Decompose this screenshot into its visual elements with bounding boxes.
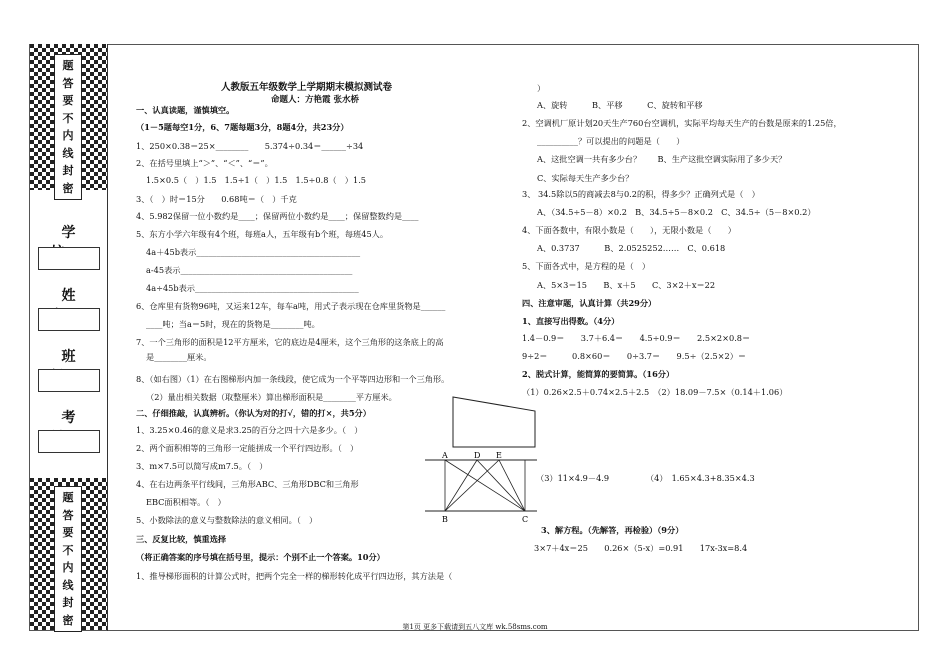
question-line: 3、（ ）时＝15分 0.68吨＝（ ）千克	[136, 194, 297, 204]
question-line: （2）量出相关数据（取整厘米）算出梯形面积是________平方厘米。	[146, 392, 397, 402]
name-field[interactable]	[38, 308, 100, 331]
seal-warning-char: 密	[62, 181, 74, 195]
class-label: 班	[61, 349, 98, 365]
page-footer: 第1页 更多下载请到五八文库 wk.58sms.com	[402, 623, 548, 631]
seal-warning-char: 答	[62, 76, 74, 90]
question-line: 1、250×0.38＝25×________ 5.374÷0.34＝______÷34	[136, 141, 364, 151]
section-heading: 2、脱式计算，能简算的要简算。（16分）	[522, 369, 675, 379]
seal-warning-char: 题	[62, 59, 74, 72]
point-c-label: C	[522, 515, 529, 524]
section-heading: 一、认真读题，谨慎填空。	[136, 105, 235, 115]
question-line: __________？可以提出的问题是（ ）	[537, 136, 685, 146]
binding-sidebar	[30, 44, 108, 631]
exam-number-label: 考	[61, 410, 98, 426]
seal-warning-char: 线	[62, 146, 74, 160]
question-line: 4、下面各数中，有限小数是（ ），无限小数是（ ）	[522, 225, 736, 235]
question-line: 1.5×0.5（ ）1.5 1.5÷1（ ）1.5 1.5÷0.8（ ）1.5	[146, 175, 367, 185]
question-line: ）	[537, 83, 546, 93]
question-line: C、实际每天生产多少台？	[537, 173, 634, 183]
section-heading: 四、注意审题，认真计算（共29分）	[522, 298, 657, 308]
question-line: 2、在括号里填上“＞”、“＜”、“＝”。	[136, 158, 273, 168]
section-heading: （将正确答案的序号填在括号里，提示：个别不止一个答案。10分）	[136, 552, 385, 562]
question-line: A、（34.5÷5－8）×0.2 B、34.5÷5－8×0.2 C、34.5÷（5－8×0.2）	[537, 207, 816, 217]
section-heading: （1－5题每空1分，6、7题每题3分，8题4分，共23分）	[136, 122, 349, 132]
seal-warning-char: 要	[62, 94, 74, 107]
seal-warning-char: 答	[62, 508, 74, 522]
seal-warning-char: 题	[62, 491, 74, 504]
question-line: 2、两个面积相等的三角形一定能拼成一个平行四边形。（ ）	[136, 443, 359, 453]
question-line: 1、3.25×0.46的意义是求3.25的百分之四十六是多少。（ ）	[136, 425, 363, 435]
exam-title: 人教版五年级数学上学期期末模拟测试卷	[221, 82, 393, 93]
question-line: 1.4－0.9＝ 3.7＋6.4＝ 4.5÷0.9＝ 2.5×2×0.8＝	[522, 333, 751, 343]
question-line: a-45表示__________________________________________	[146, 265, 353, 275]
question-line: 5、东方小学六年级有4个班，每班a人，五年级有b个班，每班45人。	[136, 229, 389, 239]
seal-warning-bottom	[54, 486, 82, 632]
exam-number-field[interactable]	[38, 430, 100, 453]
school-label: 学	[61, 225, 98, 241]
question-line: A、0.3737 B、2.0525252…… C、0.618	[537, 243, 726, 253]
seal-warning-char: 内	[62, 561, 74, 574]
seal-warning-char: 封	[62, 596, 74, 609]
class-field[interactable]	[38, 369, 100, 392]
name-label: 姓	[61, 288, 98, 304]
seal-warning-top	[54, 54, 82, 200]
question-line: A、5×3＝15 B、x＋5 C、3×2＋x＝22	[537, 280, 716, 290]
question-line: 3、 34.5除以5的商减去8与0.2的积，得多少？正确列式是（ ）	[522, 189, 760, 199]
section-heading: 3、解方程。（先解答，再检验）（9分）	[541, 525, 684, 535]
point-a-label: A	[442, 451, 448, 460]
point-d-label: D	[474, 451, 481, 460]
seal-warning-char: 要	[62, 526, 74, 539]
section-heading: 1、直接写出得数。（4分）	[522, 316, 620, 326]
question-line: 1、推导梯形面积的计算公式时，把两个完全一样的梯形转化成平行四边形，其方法是（	[136, 571, 453, 581]
question-line: 3×7＋4x＝25 0.26×（5-x）=0.91 17x-3x=8.4	[534, 543, 748, 553]
section-heading: 二、仔细推敲，认真辨析。（你认为对的打√，错的打×，共5分）	[136, 408, 371, 418]
seal-warning-char: 内	[62, 129, 74, 142]
exam-author: 命题人：方艳霞 张水桥	[271, 95, 359, 105]
question-line: 4a＋45b表示________________________________________	[146, 247, 361, 257]
question-line: 4、在右边两条平行线间，三角形ABC、三角形DBC和三角形	[136, 479, 359, 489]
trapezoid-figure	[451, 395, 541, 449]
question-line: A、旋转 B、平移 C、旋转和平移	[537, 100, 703, 110]
question-line: 是________厘米。	[146, 352, 212, 362]
question-line: 8、（如右图）（1）在右图梯形内加一条线段，使它成为一个平等四边形和一个三角形。	[136, 374, 450, 384]
seal-warning-char: 密	[62, 613, 74, 627]
seal-warning-char: 线	[62, 578, 74, 592]
student-info-panel	[30, 202, 107, 477]
point-b-label: B	[442, 515, 448, 524]
question-line: A、这批空调一共有多少台？ B、生产这批空调实际用了多少天？	[537, 154, 787, 164]
question-line: 9÷2＝ 0.8×60＝ 0÷3.7＝ 9.5÷（2.5×2）＝	[522, 351, 747, 361]
school-field[interactable]	[38, 247, 100, 270]
seal-warning-char: 封	[62, 164, 74, 177]
question-line: （3）11×4.9－4.9 （4） 1.65×4.3+8.35×4.3	[536, 473, 755, 483]
question-line: 2、空调机厂原计划20天生产760台空调机，实际平均每天生产的台数是原来的1.25倍，	[522, 118, 842, 128]
question-line: 4a÷45b表示________________________________________	[146, 283, 359, 293]
section-heading: 三、反复比较，慎重选择	[136, 534, 227, 544]
question-line: 5、小数除法的意义与整数除法的意义相同。（ ）	[136, 515, 318, 525]
question-line: 3、m×7.5可以简写成m7.5。（ ）	[136, 461, 268, 471]
seal-warning-char: 不	[62, 543, 74, 557]
seal-warning-char: 不	[62, 111, 74, 125]
parallel-lines-figure	[425, 452, 543, 528]
point-e-label: E	[496, 451, 502, 460]
question-line: 6、仓库里有货物96吨，又运来12车，每车a吨，用式子表示现在仓库里货物是______	[136, 301, 446, 311]
question-line: （1）0.26×2.5＋0.74×2.5＋2.5 （2）18.09－7.5×（0.14＋1.06）	[522, 387, 788, 397]
question-line: 7、一个三角形的面积是12平方厘米，它的底边是4厘米，这个三角形的这条底上的高	[136, 337, 444, 347]
question-line: ____吨；当a＝5时，现在的货物是________吨。	[146, 319, 320, 329]
question-line: 5、下面各式中，是方程的是（ ）	[522, 261, 651, 271]
question-line: EBC面积相等。（ ）	[146, 497, 226, 507]
question-line: 4、5.982保留一位小数约是____；保留两位小数约是____；保留整数约是____	[136, 211, 419, 221]
